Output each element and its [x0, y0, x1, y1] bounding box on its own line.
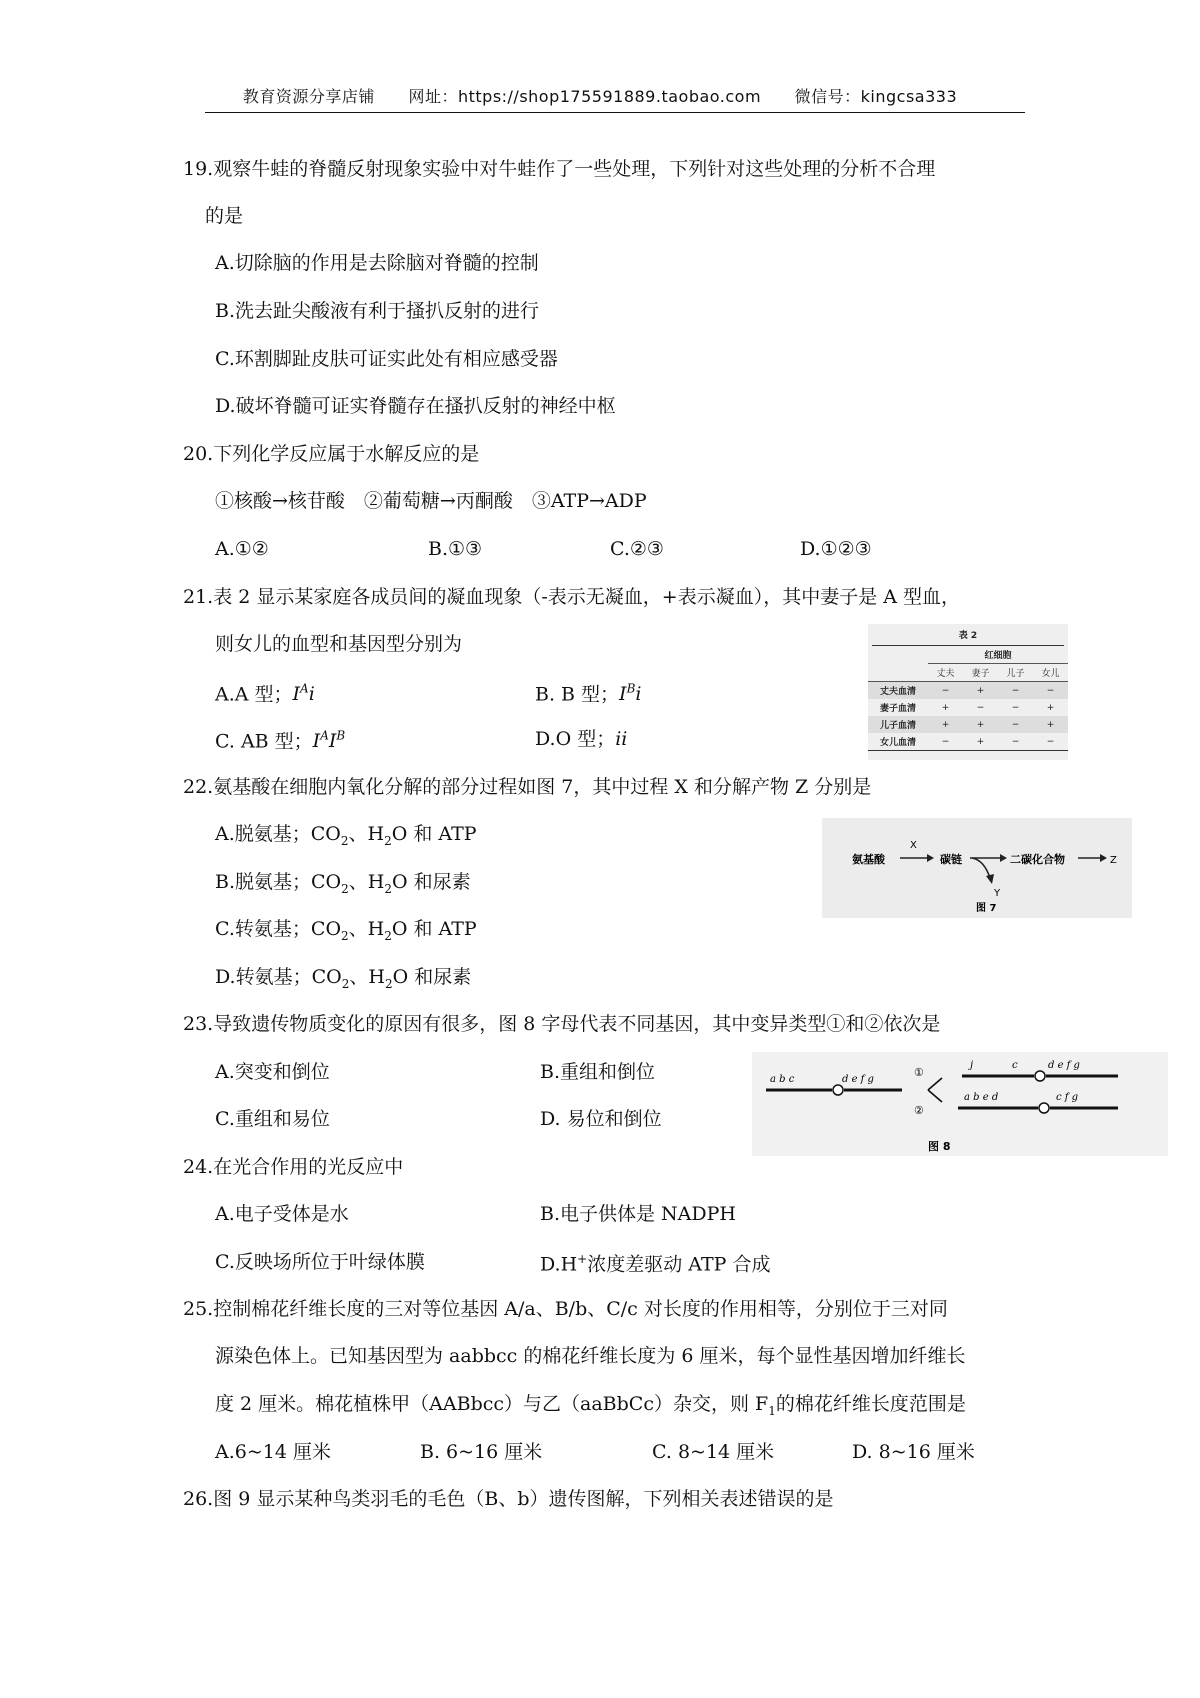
q21-option-b	[535, 683, 641, 704]
fig8-bottom-centromere	[1039, 1103, 1049, 1113]
fig8-label-2: ②	[914, 1104, 924, 1117]
q21-a-label: A.A 型；	[215, 683, 293, 706]
table-2-group-header: 红细胞	[928, 646, 1068, 664]
figure-7-diagram	[822, 818, 1132, 918]
q26-stem: 26.图 9 显示某种鸟类羽毛的毛色（B、b）遗传图解，下列相关表述错误的是	[183, 1488, 834, 1510]
q23-stem: 23.导致遗传物质变化的原因有很多，图 8 字母代表不同基因，其中变异类型①和②依次是	[183, 1013, 941, 1035]
q22-stem: 22.氨基酸在细胞内氧化分解的部分过程如图 7，其中过程 X 和分解产物 Z 分别是	[183, 776, 872, 798]
q21-d-label: D.O 型；	[535, 728, 616, 750]
q21-option-c	[215, 730, 345, 751]
fig8-label-1: ①	[914, 1066, 924, 1079]
figure-8	[752, 1052, 1168, 1156]
fig7-carbon-chain: 碳链	[940, 853, 962, 866]
q24-option-d: D.H+浓度差驱动 ATP 合成	[540, 1252, 771, 1276]
fig7-y-label: Y	[994, 888, 1001, 899]
fig7-z-label: Z	[1110, 855, 1117, 866]
q21-option-d	[535, 730, 627, 749]
q19-option-c: C.环割脚趾皮肤可证实此处有相应感受器	[215, 348, 558, 370]
q21-c-allele: $I^AI^B$	[312, 729, 346, 753]
q21-a-allele: $I^Ai$	[292, 682, 315, 706]
header-rule	[205, 112, 1025, 113]
q19-stem-line1: 19.观察牛蛙的脊髓反射现象实验中对牛蛙作了一些处理，下列针对这些处理的分析不合理	[183, 158, 936, 180]
q19-option-a: A.切除脑的作用是去除脑对脊髓的控制	[215, 252, 539, 274]
q22-option-b: B.脱氨基；$CO_2$、$H_2O$ 和尿素	[215, 871, 471, 896]
q21-stem-line2: 则女儿的血型和基因型分别为	[215, 633, 463, 655]
q19-option-b: B.洗去趾尖酸液有利于搔扒反射的进行	[215, 300, 540, 322]
q20-option-c: C.②③	[610, 538, 664, 560]
fig8-arrow-up	[928, 1078, 942, 1090]
q23-option-c: C.重组和易位	[215, 1108, 330, 1130]
header-wechat: 微信号：kingcsa333	[794, 87, 958, 106]
q20-option-d: D.①②③	[800, 538, 872, 560]
q25-option-b: B. 6~16 厘米	[420, 1441, 543, 1463]
q21-c-label: C. AB 型；	[215, 730, 313, 753]
figure-7	[822, 818, 1132, 918]
q21-b-label: B. B 型；	[535, 683, 620, 706]
q21-d-allele: ii	[615, 728, 628, 750]
table-row: 女儿血清 − + − −	[868, 733, 1068, 751]
q25-option-a: A.6~14 厘米	[215, 1441, 331, 1463]
fig7-arrowhead-y	[986, 874, 994, 884]
table-2-col-daughter: 女儿	[1041, 669, 1060, 679]
q20-option-a: A.①②	[215, 538, 269, 560]
q23-option-a: A.突变和倒位	[215, 1061, 330, 1083]
q23-option-b: B.重组和倒位	[540, 1061, 656, 1083]
fig7-arrowhead-mid	[1000, 854, 1007, 862]
fig8-arrow-down	[928, 1090, 942, 1102]
q21-stem-line1: 21.表 2 显示某家庭各成员间的凝血现象（-表示无凝血，+表示凝血），其中妻子是 A 型血，	[183, 586, 961, 608]
q20-stem: 20.下列化学反应属于水解反应的是	[183, 443, 480, 465]
q20-items: ①核酸→核苷酸 ②葡萄糖→丙酮酸 ③ATP→ADP	[215, 490, 647, 512]
fig7-arrowhead-x	[927, 854, 934, 862]
table-2-title: 表 2	[958, 631, 978, 641]
table-2	[868, 646, 1068, 751]
q24-stem: 24.在光合作用的光反应中	[183, 1156, 404, 1178]
fig7-branch-y	[972, 858, 990, 878]
fig7-amino-acid: 氨基酸	[852, 853, 885, 866]
q24-option-a: A.电子受体是水	[215, 1203, 349, 1225]
q25-stem-line2: 源染色体上。已知基因型为 aabbcc 的棉花纤维长度为 6 厘米，每个显性基因增加纤维长	[215, 1345, 966, 1367]
q20-option-b: B.①③	[428, 538, 483, 560]
q19-stem-line2: 的是	[205, 205, 244, 227]
fig8-top-gene-c: c	[1012, 1060, 1018, 1071]
table-2-col-wife: 妻子	[971, 669, 990, 679]
q21-b-allele: $I^Bi$	[619, 682, 642, 706]
fig7-caption: 图 7	[976, 903, 997, 914]
figure-8-diagram	[752, 1052, 1168, 1156]
q22-option-d: D.转氨基；$CO_2$、$H_2O$ 和尿素	[215, 966, 472, 991]
q21-option-a	[215, 683, 315, 704]
fig8-left-genes-1: a b c	[770, 1074, 795, 1085]
table-row: 儿子血清 + + − +	[868, 716, 1068, 733]
q25-option-c: C. 8~14 厘米	[652, 1441, 775, 1463]
q22-option-a: A.脱氨基；$CO_2$、$H_2O$ 和 ATP	[215, 823, 477, 848]
table-row: 妻子血清 + − − +	[879, 702, 1055, 714]
fig8-top-centromere	[1035, 1071, 1045, 1081]
fig8-left-genes-2: d e f g	[842, 1074, 874, 1085]
q25-stem-line3: 度 2 厘米。棉花植株甲（AABbcc）与乙（aaBbCc）杂交，则 $F_1$的棉花纤维长度范围是	[215, 1393, 966, 1418]
q24-option-b: B.电子供体是 NADPH	[540, 1203, 736, 1225]
header-url: 网址：https://shop175591889.taobao.com	[408, 87, 762, 106]
fig7-arrowhead-z	[1100, 854, 1107, 862]
q25-stem-line1: 25.控制棉花纤维长度的三对等位基因 A/a、B/b、C/c 对长度的作用相等，分别位于三对同	[183, 1298, 948, 1320]
fig8-top-gene-j: j	[970, 1060, 974, 1071]
q24-option-c: C.反映场所位于叶绿体膜	[215, 1251, 425, 1273]
table-2-figure	[868, 624, 1068, 760]
q23-option-d: D. 易位和倒位	[540, 1108, 662, 1130]
fig8-bottom-genes-1: a b e d	[964, 1092, 999, 1103]
fig8-bottom-genes-2: c f g	[1056, 1092, 1079, 1103]
table-row: 丈夫血清 − + − −	[868, 682, 1068, 700]
q19-option-d: D.破坏脊髓可证实脊髓存在搔扒反射的神经中枢	[215, 395, 616, 417]
fig7-x-label: X	[910, 840, 917, 851]
page-header	[0, 84, 1200, 107]
table-2-col-son: 儿子	[1006, 669, 1025, 679]
fig8-left-centromere	[833, 1085, 843, 1095]
q25-option-d: D. 8~16 厘米	[852, 1441, 975, 1463]
header-shop: 教育资源分享店铺	[242, 87, 375, 106]
table-2-col-husband: 丈夫	[936, 669, 955, 679]
fig7-two-carbon: 二碳化合物	[1010, 853, 1065, 866]
fig8-top-genes-defg: d e f g	[1048, 1060, 1080, 1071]
q22-option-c: C.转氨基；$CO_2$、$H_2O$ 和 ATP	[215, 918, 477, 943]
fig8-caption: 图 8	[928, 1140, 951, 1153]
